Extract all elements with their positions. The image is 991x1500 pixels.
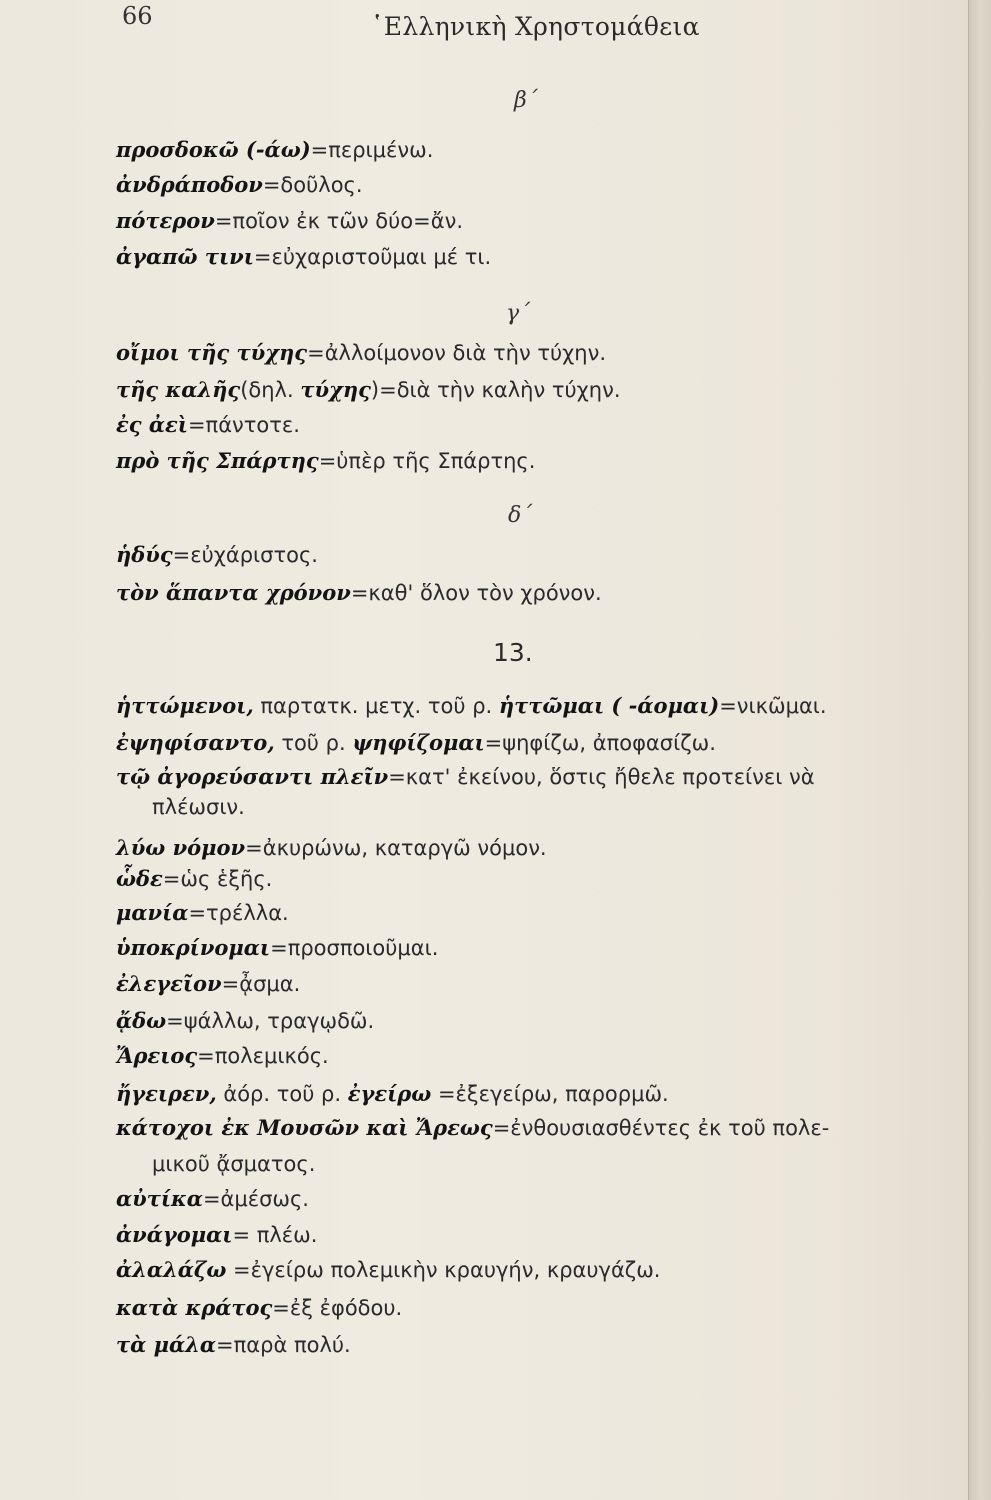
running-title: ῾Ελληνικὴ Χρηστομάθεια bbox=[371, 12, 700, 41]
section-marker-delta: δ΄ bbox=[508, 503, 533, 528]
definition: =ἐξ ἐφόδου. bbox=[272, 1296, 403, 1320]
headword: λύω νόμον bbox=[116, 835, 246, 860]
definition-continuation: πλέωσιν. bbox=[152, 795, 245, 819]
headword: ἐγείρω bbox=[347, 1081, 432, 1106]
glossary-entry bbox=[116, 835, 547, 860]
headword: τύχης bbox=[300, 377, 371, 402]
definition: =προσποιοῦμαι. bbox=[270, 936, 439, 960]
glossary-entry bbox=[116, 1332, 351, 1357]
definition: =ἀκυρώνω, καταργῶ νόμον. bbox=[245, 836, 547, 860]
glossary-entry bbox=[116, 542, 318, 567]
definition: =εὐχάριστος. bbox=[172, 543, 318, 567]
glossary-entry bbox=[116, 1115, 829, 1140]
headword: ἀνάγομαι bbox=[116, 1222, 233, 1247]
definition: =παρὰ πολύ. bbox=[216, 1333, 351, 1357]
headword: πρὸ τῆς Σπάρτης bbox=[116, 448, 319, 473]
headword: κατὰ κράτος bbox=[116, 1295, 273, 1320]
glossary-entry bbox=[116, 693, 827, 718]
glossary-entry bbox=[116, 900, 289, 925]
glossary-entry bbox=[116, 1008, 374, 1033]
glossary-entry bbox=[116, 137, 433, 162]
definition: =ᾆσμα. bbox=[221, 972, 301, 996]
glossary-entry bbox=[116, 172, 363, 197]
definition: =νικῶμαι. bbox=[719, 694, 827, 718]
definition: =ψηφίζω, ἀποφασίζω. bbox=[484, 731, 716, 755]
headword: ὑποκρίνομαι bbox=[116, 935, 271, 960]
glossary-entry bbox=[116, 935, 438, 960]
definition: =τρέλλα. bbox=[188, 901, 289, 925]
definition: =ὑπὲρ τῆς Σπάρτης. bbox=[318, 449, 536, 473]
headword: οἴμοι τῆς τύχης bbox=[116, 340, 308, 365]
glossary-entry bbox=[116, 764, 815, 789]
definition: ἀόρ. τοῦ ρ. bbox=[216, 1082, 348, 1106]
definition: =ἐξεγείρω, παρορμῶ. bbox=[431, 1082, 669, 1106]
headword: ἀγαπῶ τινι bbox=[116, 244, 254, 269]
definition: =ψάλλω, τραγῳδῶ. bbox=[166, 1009, 375, 1033]
glossary-entry bbox=[116, 340, 606, 365]
definition: (δηλ. bbox=[240, 378, 301, 402]
headword: ᾄδω bbox=[116, 1008, 167, 1033]
headword: ἀνδράποδον bbox=[116, 172, 263, 197]
definition: =κατ' ἐκείνου, ὅστις ἤθελε προτείνει νὰ bbox=[388, 765, 815, 789]
definition: =ἀμέσως. bbox=[202, 1187, 309, 1211]
glossary-entry bbox=[116, 412, 300, 437]
section-marker-gamma: γ΄ bbox=[506, 301, 531, 326]
headword: ἡττώμενοι, bbox=[116, 693, 254, 718]
headword: ὧδε bbox=[116, 866, 163, 891]
definition: =καθ' ὅλον τὸν χρόνον. bbox=[350, 581, 602, 605]
headword: ἀλαλάζω bbox=[116, 1257, 227, 1282]
page-number: 66 bbox=[122, 2, 153, 30]
glossary-entry bbox=[116, 1043, 329, 1068]
definition: =ἐγείρω πολεμικὴν κραυγήν, κραυγάζω. bbox=[226, 1258, 661, 1282]
definition: τοῦ ρ. bbox=[274, 731, 353, 755]
glossary-entry bbox=[116, 971, 300, 996]
definition: )=διὰ τὴν καλὴν τύχην. bbox=[370, 378, 621, 402]
glossary-entry bbox=[116, 1257, 660, 1282]
glossary-entry bbox=[116, 1186, 309, 1211]
headword: προσδοκῶ (-άω) bbox=[116, 137, 311, 162]
glossary-entry bbox=[116, 866, 272, 891]
headword: ἐψηφίσαντο, bbox=[116, 730, 275, 755]
definition: =ὡς ἑξῆς. bbox=[162, 867, 273, 891]
glossary-entry bbox=[116, 1222, 317, 1247]
definition: =ποῖον ἐκ τῶν δύο=ἄν. bbox=[214, 209, 464, 233]
glossary-entry bbox=[116, 580, 602, 605]
headword: μανία bbox=[116, 900, 189, 925]
headword: ἐς ἀεὶ bbox=[116, 412, 188, 437]
page-edge bbox=[968, 0, 991, 1500]
headword: τὰ μάλα bbox=[116, 1332, 217, 1357]
headword: τῷ ἀγορεύσαντι πλεῖν bbox=[116, 764, 389, 789]
glossary-entry bbox=[116, 208, 463, 233]
headword: πότερον bbox=[116, 208, 215, 233]
headword: τῆς καλῆς bbox=[116, 377, 241, 402]
definition: =ἀλλοίμονον διὰ τὴν τύχην. bbox=[307, 341, 607, 365]
headword: ἤγειρεν, bbox=[116, 1081, 217, 1106]
headword: κάτοχοι ἐκ Μουσῶν καὶ Ἄρεως bbox=[116, 1115, 493, 1140]
glossary-entry bbox=[116, 244, 491, 269]
section-marker-13: 13. bbox=[493, 638, 533, 667]
headword: ἡδύς bbox=[116, 542, 173, 567]
definition: =περιμένω. bbox=[310, 138, 434, 162]
headword: αὐτίκα bbox=[116, 1186, 203, 1211]
glossary-entry bbox=[116, 1081, 669, 1106]
definition: =πολεμικός. bbox=[197, 1044, 329, 1068]
glossary-entry bbox=[116, 448, 535, 473]
headword: ἡττῶμαι ( -άομαι) bbox=[498, 693, 720, 718]
definition: =εὐχαριστοῦμαι μέ τι. bbox=[253, 245, 492, 269]
definition-continuation: μικοῦ ᾄσματος. bbox=[152, 1152, 316, 1176]
headword: ἐλεγεῖον bbox=[116, 971, 222, 996]
glossary-entry bbox=[116, 1295, 402, 1320]
definition: =δοῦλος. bbox=[262, 173, 363, 197]
headword: ψηφίζομαι bbox=[352, 730, 485, 755]
headword: τὸν ἅπαντα χρόνον bbox=[116, 580, 351, 605]
definition: =πάντοτε. bbox=[187, 413, 300, 437]
headword: Ἄρειος bbox=[116, 1043, 198, 1068]
definition: =ἐνθουσιασθέντες ἐκ τοῦ πολε- bbox=[492, 1116, 830, 1140]
glossary-entry bbox=[116, 730, 716, 755]
section-marker-beta: β΄ bbox=[514, 88, 538, 113]
glossary-entry bbox=[116, 377, 621, 402]
definition: παρτατκ. μετχ. τοῦ ρ. bbox=[253, 694, 499, 718]
definition: = πλέω. bbox=[232, 1223, 318, 1247]
